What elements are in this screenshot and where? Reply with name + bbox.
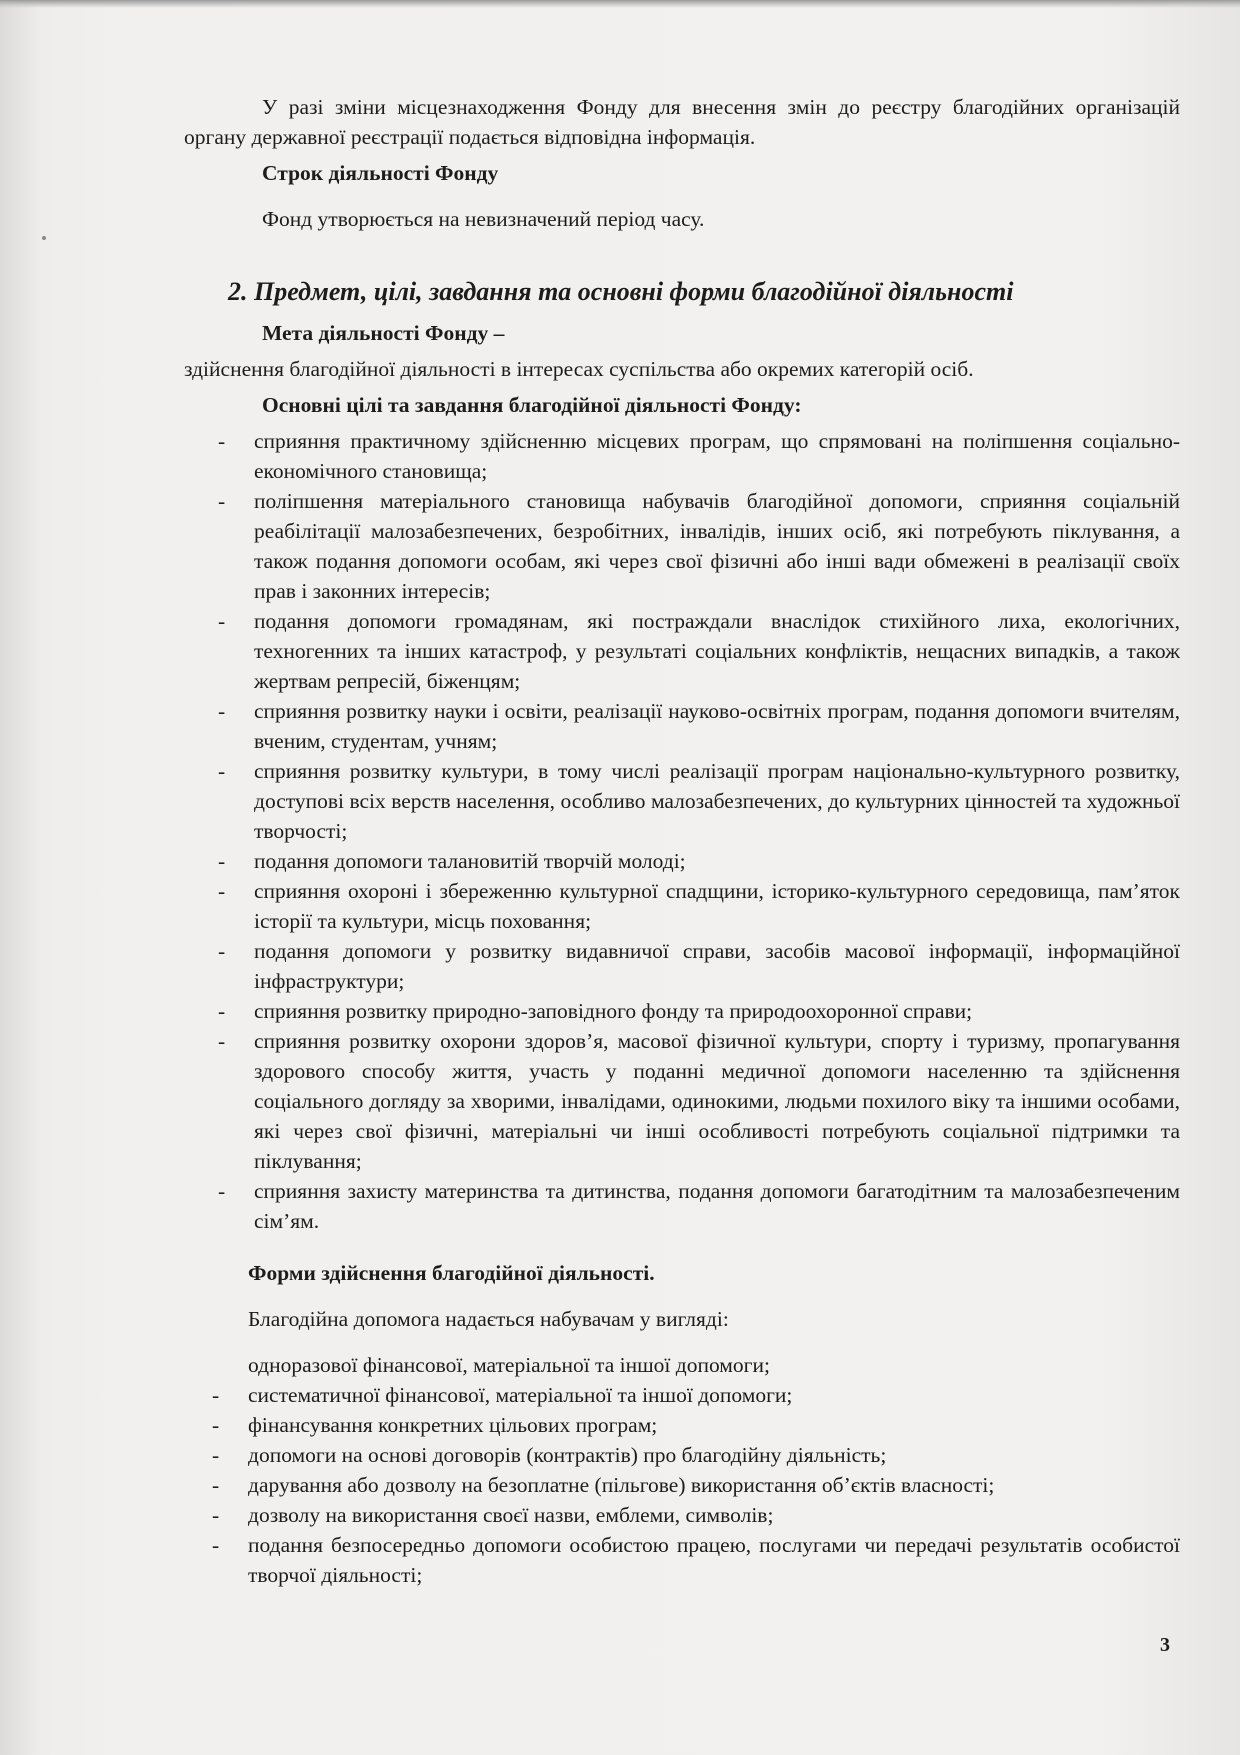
forms-first-item: одноразової фінансової, матеріальної та іншої допомоги; [248,1353,770,1377]
forms-heading: Форми здійснення благодійної діяльності. [248,1261,655,1285]
goal-text: здійснення благодійної діяльності в інтересах суспільства або окремих категорій осіб. [184,357,974,381]
aim-item: - подання допомоги громадянам, які постраждали внаслідок стихійного лиха, екологічних, техногенних та інших катастроф, у результаті соціальних конфліктів, нещасних випадків, а також жертвам репресій, біженцям; [184,606,1180,696]
form-item: - подання безпосередньо допомоги особистою працею, послугами чи передачі результатів особистої творчої діяльності; [178,1530,1180,1590]
goal-heading: Мета діяльності Фонду – [262,321,505,345]
form-item: - дарування або дозволу на безоплатне (пільгове) використання об’єктів власності; [178,1470,1180,1500]
scan-speck [42,236,46,240]
aim-item: - поліпшення матеріального становища набувачів благодійної допомоги, сприяння соціальній реабілітації малозабезпечених, безробітних, інвалідів, інших осіб, які потребують піклування, а також подання допомоги особам, які через свої фізичні або інші вади обмежені в реалізації своїх прав і законних інтересів; [184,486,1180,606]
aim-item: - сприяння практичному здійсненню місцевих програм, що спрямовані на поліпшення соціально-економічного становища; [184,426,1180,486]
aim-item: - сприяння розвитку науки і освіти, реалізації науково-освітніх програм, подання допомоги вчителям, вченим, студентам, учням; [184,696,1180,756]
scan-top-edge [0,0,1240,8]
forms-intro: Благодійна допомога надається набувачам у вигляді: [248,1307,729,1331]
form-item: - дозволу на використання своєї назви, емблеми, символів; [178,1500,1180,1530]
form-item: - систематичної фінансової, матеріальної та іншої допомоги; [178,1380,1180,1410]
page-number: 3 [1160,1634,1170,1656]
aim-item: - подання допомоги талановитій творчій молоді; [184,846,1180,876]
aim-item: - подання допомоги у розвитку видавничої справи, засобів масової інформації, інформаційної інфраструктури; [184,936,1180,996]
aim-item: - сприяння розвитку охорони здоров’я, масової фізичної культури, спорту і туризму, пропагування здорового способу життя, участь у поданні медичної допомоги населенню та здійснення соціального догляду за хворими, інвалідами, одинокими, людьми похилого віку та іншими особами, які через свої фізичні, матеріальні чи інші особливості потребують соціальної підтримки та піклування; [184,1026,1180,1176]
aim-item: - сприяння розвитку культури, в тому числі реалізації програм національно-культурного розвитку, доступові всіх верств населення, особливо малозабезпечених, до культурних цінностей та художньої творчості; [184,756,1180,846]
section-2-title: 2. Предмет, цілі, завдання та основні форми благодійної діяльності [228,277,1014,306]
form-item: - фінансування конкретних цільових програм; [178,1410,1180,1440]
aims-list [184,426,1180,1236]
aim-item: - сприяння захисту материнства та дитинства, подання допомоги багатодітним та малозабезпеченим сім’ям. [184,1176,1180,1236]
relocation-paragraph: У разі зміни місцезнаходження Фонду для внесення змін до реєстру благодійних організацій органу державної реєстрації подається відповідна інформація. [184,95,1180,149]
forms-list [178,1380,1180,1590]
aim-item: - сприяння розвитку природно-заповідного фонду та природоохоронної справи; [184,996,1180,1026]
aim-item: - сприяння охороні і збереженню культурної спадщини, історико-культурного середовища, пам’яток історії та культури, місць поховання; [184,876,1180,936]
term-text: Фонд утворюється на невизначений період часу. [262,207,705,231]
document-body [184,92,1180,1590]
term-heading: Строк діяльності Фонду [262,161,499,185]
aims-heading: Основні цілі та завдання благодійної діяльності Фонду: [262,393,802,417]
form-item: - допомоги на основі договорів (контрактів) про благодійну діяльність; [178,1440,1180,1470]
